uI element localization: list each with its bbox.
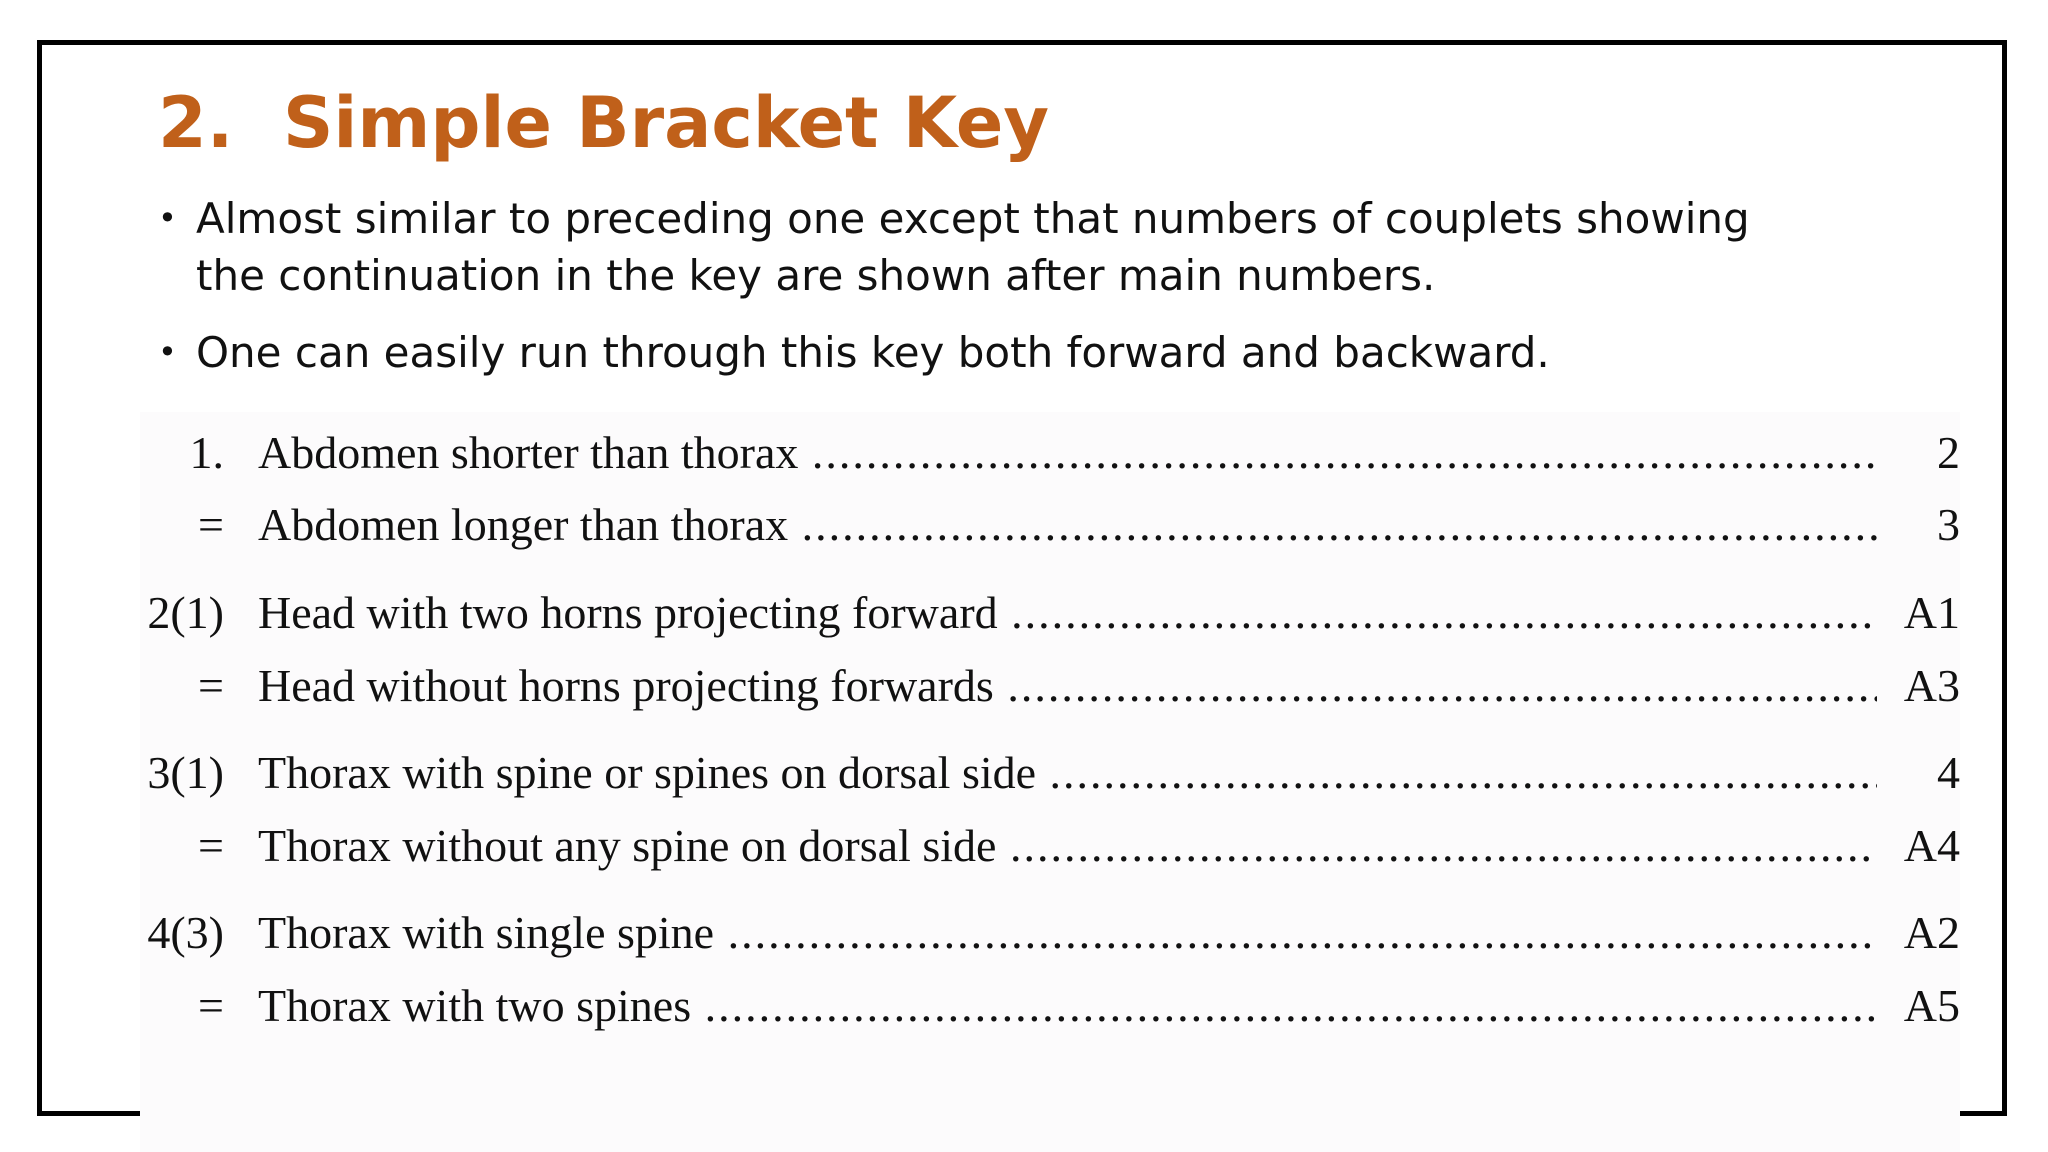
key-row	[140, 582, 1960, 644]
couplet-destination: A4	[1903, 820, 1960, 871]
key-row	[140, 902, 1960, 964]
couplet-text: Abdomen shorter than thorax .....	[258, 422, 1877, 484]
couplet-number: =	[198, 499, 224, 550]
couplet-number: 1.	[189, 427, 224, 478]
couplet-text: Thorax with single spine .....	[258, 902, 1877, 964]
title-text: Simple Bracket Key	[283, 82, 1050, 164]
key-row	[140, 422, 1960, 484]
couplet-destination: A1	[1903, 587, 1960, 638]
bullet-item	[158, 190, 1818, 304]
couplet-destination: 2	[1937, 427, 1960, 478]
couplet-text: Thorax with two spines .....	[258, 975, 1877, 1037]
bullet-list	[158, 190, 1818, 401]
bracket-key	[140, 412, 1960, 1152]
couplet-text: Head without horns projecting forwards .....	[258, 655, 1877, 717]
couplet-number: =	[198, 660, 224, 711]
couplet-text: Thorax with spine or spines on dorsal side .....	[258, 742, 1877, 804]
couplet-number: =	[198, 980, 224, 1031]
title-number: 2.	[158, 82, 234, 164]
couplet-number: 2(1)	[147, 587, 224, 638]
couplet-destination: 4	[1937, 747, 1960, 798]
couplet-destination: A2	[1903, 907, 1960, 958]
bullet-dot-icon: •	[158, 199, 177, 237]
slide-title	[158, 78, 1049, 168]
couplet-text: Abdomen longer than thorax .....	[258, 494, 1877, 556]
bullet-text: One can easily run through this key both forward and backward.	[196, 328, 1550, 377]
couplet-text: Head with two horns projecting forward .....	[258, 582, 1877, 644]
bullet-dot-icon: •	[158, 333, 177, 371]
couplet-destination: A5	[1903, 980, 1960, 1031]
bullet-item	[158, 324, 1818, 381]
key-row	[140, 655, 1960, 717]
key-row	[140, 742, 1960, 804]
key-row	[140, 815, 1960, 877]
bullet-text: Almost similar to preceding one except that numbers of couplets showing the continuation in the key are shown after main numbers.	[196, 194, 1750, 300]
couplet-number: 4(3)	[147, 907, 224, 958]
couplet-destination: 3	[1937, 499, 1960, 550]
couplet-destination: A3	[1903, 660, 1960, 711]
couplet-text: Thorax without any spine on dorsal side .....	[258, 815, 1877, 877]
key-row	[140, 975, 1960, 1037]
key-row	[140, 494, 1960, 556]
couplet-number: =	[198, 820, 224, 871]
couplet-number: 3(1)	[147, 747, 224, 798]
